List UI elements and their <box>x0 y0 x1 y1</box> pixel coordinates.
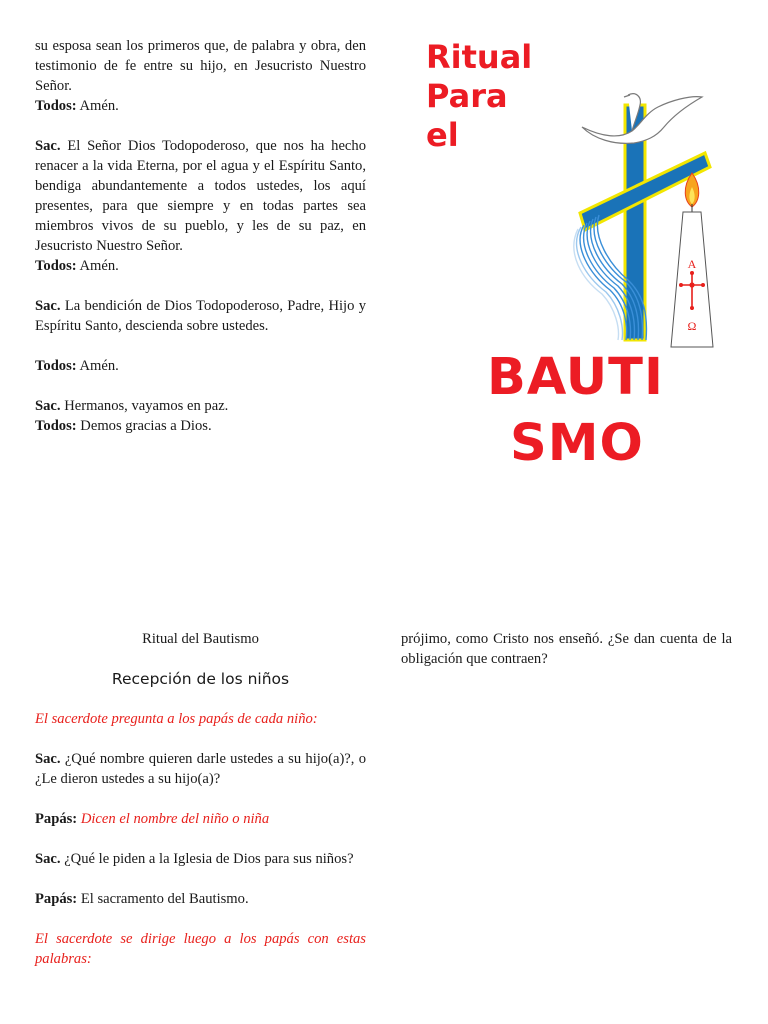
left-top-column <box>35 36 366 436</box>
question-request <box>35 849 366 869</box>
cover-title-line: Ritual <box>426 38 533 76</box>
cover-big-title-line2: SMO <box>510 414 644 473</box>
paragraph-text: El Señor Dios Todopoderoso, que nos ha hecho renacer a la vida Eterna, por el agua y el Espíritu Santo, bendiga abundantemente a todos ustedes, los aquí presentes, para que siempre y en todas partes sea miembros vivos de su pueblo, y les de su paz, en Jesucristo Nuestro Señor. <box>35 138 366 254</box>
question-text: ¿Qué nombre quieren darle ustedes a su hijo(a)?, o ¿Le dieron ustedes a su hijo(a)? <box>35 751 366 787</box>
response-thanks <box>35 416 366 436</box>
cover-title-line: el <box>426 116 459 154</box>
cover-title <box>426 38 532 155</box>
omega-symbol: Ω <box>687 319 697 333</box>
speaker-label: Sac. <box>35 298 61 314</box>
speaker-label: Todos: <box>35 418 77 434</box>
response-text: Demos gracias a Dios. <box>76 418 212 434</box>
question-name <box>35 749 366 789</box>
cover-title-line: Para <box>426 77 508 115</box>
rubric-instruction-2: El sacerdote se dirige luego a los papás con estas palabras: <box>35 931 366 967</box>
answer-name <box>35 809 366 829</box>
right-bottom-column <box>401 629 732 669</box>
left-bottom-column <box>35 629 366 969</box>
speaker-label: Sac. <box>35 751 61 767</box>
baptism-artwork <box>570 85 720 355</box>
response-text: Amén. <box>76 98 119 114</box>
rubric-instruction-1: El sacerdote pregunta a los papás de cada niño: <box>35 711 318 727</box>
paragraph-trinity-blessing <box>35 296 366 336</box>
speaker-label: Todos: <box>35 258 77 274</box>
answer-text: El sacramento del Bautismo. <box>77 891 249 907</box>
paragraph-intro: su esposa sean los primeros que, de palabra y obra, den testimonio de fe entre su hijo, en Jesucristo Nuestro Señor. <box>35 38 366 94</box>
response-amen-3 <box>35 356 366 376</box>
question-text: ¿Qué le piden a la Iglesia de Dios para sus niños? <box>60 851 354 867</box>
answer-rubric: Dicen el nombre del niño o niña <box>77 811 270 827</box>
section-heading: Ritual del Bautismo <box>142 631 259 647</box>
speaker-label: Sac. <box>35 138 61 154</box>
section-subheading: Recepción de los niños <box>111 670 290 688</box>
speaker-label: Papás: <box>35 811 78 827</box>
speaker-label: Todos: <box>35 98 77 114</box>
paragraph-text: La bendición de Dios Todopoderoso, Padre, Hijo y Espíritu Santo, descienda sobre ustedes. <box>35 298 366 334</box>
speaker-label: Sac. <box>35 851 61 867</box>
paragraph-continuation: prójimo, como Cristo nos enseñó. ¿Se dan cuenta de la obligación que contraen? <box>401 631 732 667</box>
response-amen-2 <box>35 256 366 276</box>
response-amen-1 <box>35 96 366 116</box>
answer-request <box>35 889 366 909</box>
alpha-symbol: A <box>687 257 697 271</box>
paragraph-blessing <box>35 136 366 256</box>
speaker-label: Papás: <box>35 891 78 907</box>
response-text: Amén. <box>76 358 119 374</box>
paragraph-text: Hermanos, vayamos en paz. <box>60 398 229 414</box>
response-text: Amén. <box>76 258 119 274</box>
paragraph-dismissal <box>35 396 366 416</box>
cover-big-title-line1: BAUTI <box>487 348 664 407</box>
speaker-label: Todos: <box>35 358 77 374</box>
speaker-label: Sac. <box>35 398 61 414</box>
